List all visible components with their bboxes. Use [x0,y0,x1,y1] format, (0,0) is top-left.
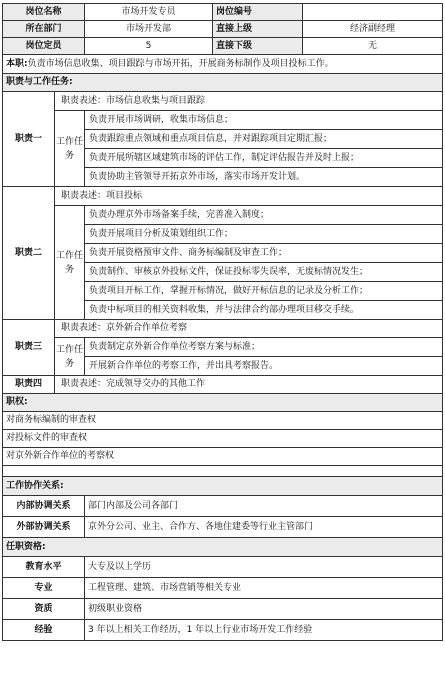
qualification-row [3,599,443,620]
supervisor-value: 经济副经理 [303,21,443,38]
job-description-document [2,3,442,641]
summary-row [3,55,443,74]
job-code-value [303,4,443,21]
duty-1-task-3: 负责开展所辖区域建筑市场的评估工作，制定评估报告并及时上报； [85,149,443,168]
duty-3-name: 职责三 [3,320,55,376]
internal-coordination-label: 内部协调关系 [3,496,85,517]
duty-4-name: 职责四 [3,376,55,394]
duty-1-desc: 职责表述：市场信息收集与项目跟踪 [55,92,443,111]
job-title-label: 岗位名称 [3,4,85,21]
duties-title: 职责与工作任务: [3,74,443,92]
qualification-row [3,620,443,641]
duty-2-name: 职责二 [3,187,55,320]
external-coordination-value: 京外分公司、业主、合作方、各地住建委等行业主管部门 [85,517,443,538]
authority-item-row [3,412,443,430]
external-coordination-row [3,517,443,538]
major-label: 专业 [3,578,85,599]
supervisor-label: 直接上级 [213,21,303,38]
duty-2-task-6: 负责中标项目的相关资料收集，并与法律合约部办理项目移交手续。 [85,301,443,320]
duty-3-task-1: 负责制定京外新合作单位考察方案与标准； [85,338,443,357]
duty-4-desc: 职责表述：完成领导交办的其他工作 [55,376,443,394]
qualification-row [3,557,443,578]
external-coordination-label: 外部协调关系 [3,517,85,538]
education-value: 大专及以上学历 [85,557,443,578]
duty-1-task-2: 负责跟踪重点领域和重点项目信息，并对跟踪项目定期汇报； [85,130,443,149]
authority-item-row [3,430,443,448]
subordinate-value: 无 [303,38,443,55]
duty-3-task-row [3,338,443,357]
duty-1-name: 职责一 [3,92,55,187]
major-value: 工程管理、建筑、市场营销等相关专业 [85,578,443,599]
qualification-title: 任职资格: [3,538,443,557]
header-row-3 [3,38,443,55]
duty-3-task-label: 工作任务 [55,338,85,376]
education-label: 教育水平 [3,557,85,578]
authority-item-row [3,448,443,466]
experience-label: 经验 [3,620,85,641]
summary-text: 负责市场信息收集、项目跟踪与市场开拓，开展商务标制作及项目投标工作。 [27,58,334,69]
authority-item-2: 对投标文件的审查权 [3,430,443,448]
duty-4-row [3,376,443,394]
department-value: 市场开发部 [85,21,213,38]
duty-3-task-2: 开展新合作单位的考察工作，并出具考察报告。 [85,357,443,376]
authority-title: 职权: [3,394,443,412]
duty-2-task-3: 负责开展资格预审文件、商务标编制及审查工作； [85,244,443,263]
cooperation-title: 工作协作关系: [3,477,443,496]
headcount-label: 岗位定员 [3,38,85,55]
authority-item-1: 对商务标编制的审查权 [3,412,443,430]
authority-title-row [3,394,443,412]
department-label: 所在部门 [3,21,85,38]
certification-label: 资质 [3,599,85,620]
qualification-row [3,578,443,599]
duty-2-task-row [3,206,443,225]
subordinate-label: 直接下级 [213,38,303,55]
duty-2-task-2: 负责开展项目分析及策划组织工作； [85,225,443,244]
cooperation-title-row [3,477,443,496]
summary-label: 本职: [6,58,28,69]
job-code-label: 岗位编号 [213,4,303,21]
certification-value: 初级职业资格 [85,599,443,620]
spacer-row [3,466,443,477]
duty-2-desc: 职责表述：项目投标 [55,187,443,206]
duty-1-task-label: 工作任务 [55,111,85,187]
duty-2-task-label: 工作任务 [55,206,85,320]
experience-value: 3 年以上相关工作经历，1 年以上行业市场开发工作经验 [85,620,443,641]
duty-1-desc-row [3,92,443,111]
internal-coordination-value: 部门内部及公司各部门 [85,496,443,517]
job-description-table [2,3,443,641]
duty-2-task-4: 负责制作、审核京外投标文件，保证投标零失误率，无废标情况发生； [85,263,443,282]
duty-2-task-1: 负责办理京外市场备案手续，完善准入制度； [85,206,443,225]
header-row-2 [3,21,443,38]
duty-3-desc-row [3,320,443,338]
authority-item-3: 对京外新合作单位的考察权 [3,448,443,466]
duty-2-desc-row [3,187,443,206]
duty-1-task-1: 负责开展市场调研，收集市场信息； [85,111,443,130]
duty-2-task-5: 负责项目开标工作，掌握开标情况，做好开标信息的记录及分析工作； [85,282,443,301]
internal-coordination-row [3,496,443,517]
duty-1-task-row [3,111,443,130]
duty-1-task-4: 负责协助主管领导开拓京外市场，落实市场开发计划。 [85,168,443,187]
header-row-1 [3,4,443,21]
duties-title-row [3,74,443,92]
duty-3-desc: 职责表述：京外新合作单位考察 [55,320,443,338]
qualification-title-row [3,538,443,557]
job-title-value: 市场开发专员 [85,4,213,21]
headcount-value: 5 [85,38,213,55]
